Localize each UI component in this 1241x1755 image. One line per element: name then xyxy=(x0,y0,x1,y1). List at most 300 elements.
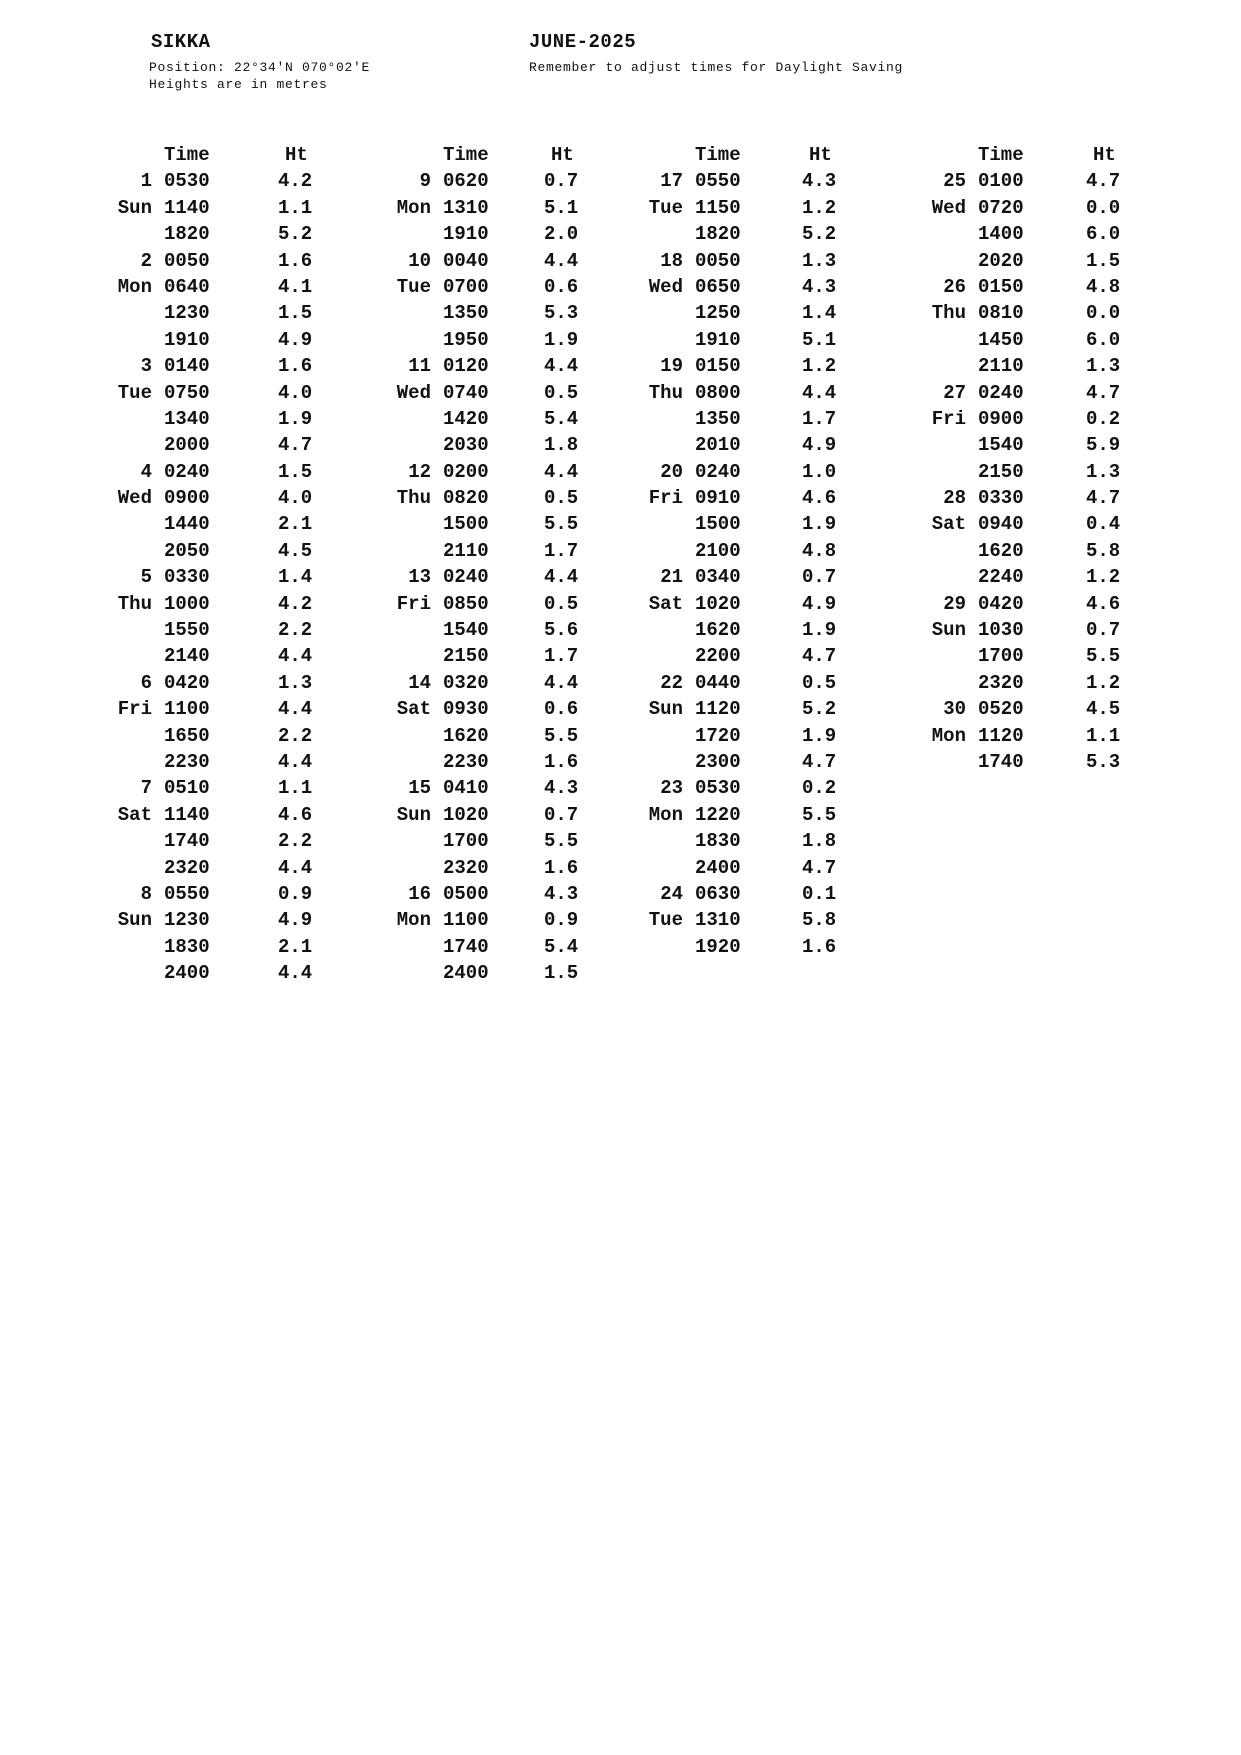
tide-time: 1100 xyxy=(164,698,210,721)
tide-height: 1.3 xyxy=(1086,355,1121,378)
tide-height: 1.8 xyxy=(802,830,837,853)
tide-height: 6.0 xyxy=(1086,328,1121,351)
tide-time: 0200 xyxy=(443,460,489,483)
tide-time: 0630 xyxy=(695,882,741,905)
tide-height: 5.2 xyxy=(802,223,837,246)
tide-height: 5.5 xyxy=(544,513,579,536)
tide-height: 4.4 xyxy=(278,698,313,721)
tide-time: 0650 xyxy=(695,275,741,298)
tide-time: 1450 xyxy=(978,328,1024,351)
tide-time: 0900 xyxy=(978,407,1024,430)
tide-height: 5.8 xyxy=(1086,539,1121,562)
tide-time: 1620 xyxy=(443,724,489,747)
tide-height: 4.1 xyxy=(278,275,313,298)
daylight-saving-note: Remember to adjust times for Daylight Saving xyxy=(529,60,904,75)
tide-height: 1.6 xyxy=(544,750,579,773)
tide-time: 1820 xyxy=(695,223,741,246)
tide-time: 1400 xyxy=(978,223,1024,246)
tide-time: 0040 xyxy=(443,249,489,272)
tide-height: 5.5 xyxy=(544,724,579,747)
tide-height: 2.2 xyxy=(278,830,313,853)
tide-time: 1250 xyxy=(695,302,741,325)
tide-time: 2230 xyxy=(443,750,489,773)
day-number: 2 xyxy=(140,249,152,272)
tide-height: 4.3 xyxy=(544,882,579,905)
day-of-week: Tue xyxy=(648,909,683,932)
tide-time: 1700 xyxy=(978,645,1024,668)
tide-time: 0820 xyxy=(443,487,489,510)
tide-height: 0.2 xyxy=(802,777,837,800)
tide-time: 0930 xyxy=(443,698,489,721)
tide-time: 1140 xyxy=(164,196,210,219)
day-of-week: Sun xyxy=(396,803,431,826)
tide-time: 2150 xyxy=(978,460,1024,483)
tide-height: 4.0 xyxy=(278,381,313,404)
tide-height: 1.4 xyxy=(278,566,313,589)
tide-time: 1910 xyxy=(164,328,210,351)
tide-height: 4.4 xyxy=(278,856,313,879)
day-number: 7 xyxy=(140,777,152,800)
day-number: 9 xyxy=(419,170,431,193)
tide-height: 4.7 xyxy=(1086,170,1121,193)
height-column-header: Ht xyxy=(809,144,832,166)
tide-height: 4.9 xyxy=(802,592,837,615)
tide-time: 2300 xyxy=(695,750,741,773)
tide-time: 0520 xyxy=(978,698,1024,721)
tide-height: 1.1 xyxy=(1086,724,1121,747)
day-of-week: Sun xyxy=(117,196,152,219)
tide-height: 5.4 xyxy=(544,407,579,430)
tide-height: 0.7 xyxy=(544,170,579,193)
tide-time: 0900 xyxy=(164,487,210,510)
tide-height: 4.4 xyxy=(544,460,579,483)
day-number: 14 xyxy=(408,671,431,694)
tide-height: 4.9 xyxy=(278,328,313,351)
tide-time: 2400 xyxy=(443,962,489,985)
tide-time: 0550 xyxy=(695,170,741,193)
tide-height: 0.6 xyxy=(544,698,579,721)
day-number: 15 xyxy=(408,777,431,800)
day-number: 17 xyxy=(660,170,683,193)
tide-height: 4.3 xyxy=(544,777,579,800)
tide-height: 0.5 xyxy=(802,671,837,694)
tide-height: 1.5 xyxy=(1086,249,1121,272)
tide-height: 5.4 xyxy=(544,935,579,958)
tide-time: 0320 xyxy=(443,671,489,694)
day-number: 20 xyxy=(660,460,683,483)
tide-height: 6.0 xyxy=(1086,223,1121,246)
tide-time: 2050 xyxy=(164,539,210,562)
tide-height: 1.5 xyxy=(278,302,313,325)
day-number: 26 xyxy=(943,275,966,298)
tide-height: 5.1 xyxy=(544,196,579,219)
tide-height: 5.5 xyxy=(802,803,837,826)
tide-time: 0240 xyxy=(164,460,210,483)
day-number: 5 xyxy=(140,566,152,589)
day-of-week: Tue xyxy=(648,196,683,219)
day-of-week: Mon xyxy=(396,196,431,219)
tide-time: 1620 xyxy=(695,619,741,642)
tide-height: 1.5 xyxy=(544,962,579,985)
day-of-week: Tue xyxy=(117,381,152,404)
tide-time: 1650 xyxy=(164,724,210,747)
tide-height: 1.3 xyxy=(802,249,837,272)
tide-height: 4.6 xyxy=(1086,592,1121,615)
tide-height: 5.2 xyxy=(278,223,313,246)
tide-height: 1.9 xyxy=(802,513,837,536)
day-number: 28 xyxy=(943,487,966,510)
tide-time: 1500 xyxy=(443,513,489,536)
tide-time: 0410 xyxy=(443,777,489,800)
time-column-header: Time xyxy=(695,144,741,166)
tide-time: 0330 xyxy=(978,487,1024,510)
day-of-week: Mon xyxy=(931,724,966,747)
tide-height: 4.2 xyxy=(278,170,313,193)
tide-time: 1920 xyxy=(695,935,741,958)
tide-time: 2100 xyxy=(695,539,741,562)
tide-height: 4.4 xyxy=(544,566,579,589)
tide-height: 4.5 xyxy=(1086,698,1121,721)
tide-time: 1740 xyxy=(164,830,210,853)
day-of-week: Thu xyxy=(648,381,683,404)
day-of-week: Wed xyxy=(117,487,152,510)
tide-time: 0740 xyxy=(443,381,489,404)
tide-time: 0140 xyxy=(164,355,210,378)
tide-time: 0850 xyxy=(443,592,489,615)
tide-height: 1.2 xyxy=(802,355,837,378)
tide-height: 2.2 xyxy=(278,724,313,747)
day-of-week: Fri xyxy=(648,487,683,510)
day-of-week: Thu xyxy=(931,302,966,325)
day-number: 23 xyxy=(660,777,683,800)
day-of-week: Sat xyxy=(931,513,966,536)
station-name: SIKKA xyxy=(151,31,211,53)
time-column-header: Time xyxy=(164,144,210,166)
tide-time: 1220 xyxy=(695,803,741,826)
tide-time: 0150 xyxy=(695,355,741,378)
tide-time: 2240 xyxy=(978,566,1024,589)
tide-time: 0620 xyxy=(443,170,489,193)
tide-height: 4.6 xyxy=(802,487,837,510)
tide-time: 0440 xyxy=(695,671,741,694)
tide-time: 0240 xyxy=(443,566,489,589)
height-units-note: Heights are in metres xyxy=(149,77,328,92)
day-of-week: Sat xyxy=(117,803,152,826)
tide-time: 2110 xyxy=(978,355,1024,378)
tide-height: 2.2 xyxy=(278,619,313,642)
tide-time: 2400 xyxy=(164,962,210,985)
day-of-week: Wed xyxy=(648,275,683,298)
day-number: 16 xyxy=(408,882,431,905)
tide-time: 1500 xyxy=(695,513,741,536)
tide-time: 0510 xyxy=(164,777,210,800)
tide-height: 4.7 xyxy=(1086,381,1121,404)
tide-time: 1140 xyxy=(164,803,210,826)
tide-time: 0100 xyxy=(978,170,1024,193)
tide-height: 4.3 xyxy=(802,275,837,298)
tide-time: 2320 xyxy=(443,856,489,879)
month-title: JUNE-2025 xyxy=(529,31,637,53)
tide-time: 0940 xyxy=(978,513,1024,536)
tide-height: 0.9 xyxy=(278,882,313,905)
tide-time: 2020 xyxy=(978,249,1024,272)
tide-time: 2230 xyxy=(164,750,210,773)
day-of-week: Thu xyxy=(396,487,431,510)
day-number: 11 xyxy=(408,355,431,378)
tide-time: 0640 xyxy=(164,275,210,298)
tide-time: 1000 xyxy=(164,592,210,615)
day-of-week: Mon xyxy=(648,803,683,826)
tide-height: 4.3 xyxy=(802,170,837,193)
tide-height: 0.7 xyxy=(802,566,837,589)
tide-time: 0810 xyxy=(978,302,1024,325)
tide-height: 1.9 xyxy=(544,328,579,351)
tide-time: 2150 xyxy=(443,645,489,668)
tide-time: 1310 xyxy=(443,196,489,219)
day-of-week: Sun xyxy=(117,909,152,932)
tide-height: 1.7 xyxy=(544,539,579,562)
tide-height: 1.8 xyxy=(544,434,579,457)
day-number: 4 xyxy=(140,460,152,483)
tide-time: 2110 xyxy=(443,539,489,562)
tide-time: 0420 xyxy=(978,592,1024,615)
height-column-header: Ht xyxy=(551,144,574,166)
tide-time: 1350 xyxy=(443,302,489,325)
tide-height: 1.9 xyxy=(802,619,837,642)
tide-time: 1030 xyxy=(978,619,1024,642)
tide-height: 1.3 xyxy=(1086,460,1121,483)
tide-height: 2.1 xyxy=(278,935,313,958)
tide-time: 0530 xyxy=(164,170,210,193)
tide-time: 1310 xyxy=(695,909,741,932)
tide-time: 1120 xyxy=(695,698,741,721)
day-of-week: Mon xyxy=(117,275,152,298)
tide-height: 1.2 xyxy=(1086,566,1121,589)
time-column-header: Time xyxy=(978,144,1024,166)
tide-time: 1740 xyxy=(978,750,1024,773)
tide-height: 4.6 xyxy=(278,803,313,826)
day-number: 24 xyxy=(660,882,683,905)
tide-time: 1830 xyxy=(695,830,741,853)
tide-height: 1.6 xyxy=(278,249,313,272)
day-number: 8 xyxy=(140,882,152,905)
tide-height: 5.1 xyxy=(802,328,837,351)
tide-time: 0240 xyxy=(695,460,741,483)
time-column-header: Time xyxy=(443,144,489,166)
tide-time: 1120 xyxy=(978,724,1024,747)
tide-height: 0.7 xyxy=(544,803,579,826)
tide-time: 1820 xyxy=(164,223,210,246)
tide-height: 5.2 xyxy=(802,698,837,721)
day-number: 6 xyxy=(140,671,152,694)
tide-time: 2200 xyxy=(695,645,741,668)
day-of-week: Sat xyxy=(648,592,683,615)
tide-time: 1350 xyxy=(695,407,741,430)
tide-time: 0050 xyxy=(164,249,210,272)
tide-time: 0500 xyxy=(443,882,489,905)
tide-time: 0720 xyxy=(978,196,1024,219)
tide-time: 2140 xyxy=(164,645,210,668)
day-number: 29 xyxy=(943,592,966,615)
tide-time: 2000 xyxy=(164,434,210,457)
tide-height: 1.7 xyxy=(544,645,579,668)
tide-time: 1230 xyxy=(164,909,210,932)
day-number: 18 xyxy=(660,249,683,272)
tide-height: 1.9 xyxy=(802,724,837,747)
tide-height: 5.3 xyxy=(1086,750,1121,773)
tide-time: 0550 xyxy=(164,882,210,905)
day-number: 3 xyxy=(140,355,152,378)
tide-height: 0.0 xyxy=(1086,196,1121,219)
tide-time: 0330 xyxy=(164,566,210,589)
tide-time: 0420 xyxy=(164,671,210,694)
tide-height: 5.5 xyxy=(544,830,579,853)
tide-time: 1540 xyxy=(443,619,489,642)
tide-height: 0.0 xyxy=(1086,302,1121,325)
tide-time: 0910 xyxy=(695,487,741,510)
day-number: 19 xyxy=(660,355,683,378)
tide-height: 4.4 xyxy=(278,962,313,985)
tide-height: 1.6 xyxy=(544,856,579,879)
day-of-week: Wed xyxy=(931,196,966,219)
tide-height: 5.8 xyxy=(802,909,837,932)
tide-height: 4.9 xyxy=(802,434,837,457)
tide-height: 0.5 xyxy=(544,381,579,404)
tide-time: 0700 xyxy=(443,275,489,298)
tide-height: 4.8 xyxy=(802,539,837,562)
tide-height: 5.3 xyxy=(544,302,579,325)
day-number: 22 xyxy=(660,671,683,694)
tide-time: 1540 xyxy=(978,434,1024,457)
tide-height: 4.7 xyxy=(802,645,837,668)
tide-time: 1440 xyxy=(164,513,210,536)
day-number: 27 xyxy=(943,381,966,404)
day-number: 21 xyxy=(660,566,683,589)
tide-height: 4.7 xyxy=(802,856,837,879)
tide-height: 1.7 xyxy=(802,407,837,430)
day-number: 30 xyxy=(943,698,966,721)
height-column-header: Ht xyxy=(285,144,308,166)
tide-time: 0340 xyxy=(695,566,741,589)
tide-time: 0150 xyxy=(978,275,1024,298)
tide-time: 2320 xyxy=(164,856,210,879)
tide-height: 1.5 xyxy=(278,460,313,483)
day-of-week: Sun xyxy=(931,619,966,642)
tide-time: 1720 xyxy=(695,724,741,747)
tide-time: 2400 xyxy=(695,856,741,879)
tide-height: 1.1 xyxy=(278,196,313,219)
tide-height: 2.1 xyxy=(278,513,313,536)
tide-height: 4.4 xyxy=(544,249,579,272)
station-position: Position: 22°34'N 070°02'E xyxy=(149,60,371,75)
tide-time: 0240 xyxy=(978,381,1024,404)
tide-height: 4.9 xyxy=(278,909,313,932)
day-of-week: Thu xyxy=(117,592,152,615)
day-number: 1 xyxy=(140,170,152,193)
tide-time: 1620 xyxy=(978,539,1024,562)
day-of-week: Mon xyxy=(396,909,431,932)
tide-height: 1.1 xyxy=(278,777,313,800)
tide-time: 1910 xyxy=(443,223,489,246)
tide-height: 4.0 xyxy=(278,487,313,510)
tide-height: 2.0 xyxy=(544,223,579,246)
tide-height: 1.6 xyxy=(278,355,313,378)
tide-time: 1150 xyxy=(695,196,741,219)
tide-height: 4.8 xyxy=(1086,275,1121,298)
tide-time: 1230 xyxy=(164,302,210,325)
tide-height: 4.4 xyxy=(802,381,837,404)
tide-height: 1.3 xyxy=(278,671,313,694)
tide-time: 0800 xyxy=(695,381,741,404)
tide-time: 2010 xyxy=(695,434,741,457)
day-of-week: Fri xyxy=(931,407,966,430)
tide-height: 4.7 xyxy=(1086,487,1121,510)
tide-height: 0.5 xyxy=(544,592,579,615)
tide-height: 0.4 xyxy=(1086,513,1121,536)
tide-time: 1420 xyxy=(443,407,489,430)
tide-height: 1.2 xyxy=(1086,671,1121,694)
tide-time: 2030 xyxy=(443,434,489,457)
tide-time: 1550 xyxy=(164,619,210,642)
day-of-week: Sun xyxy=(648,698,683,721)
tide-time: 1700 xyxy=(443,830,489,853)
day-number: 13 xyxy=(408,566,431,589)
tide-height: 4.7 xyxy=(278,434,313,457)
tide-height: 0.5 xyxy=(544,487,579,510)
tide-height: 4.5 xyxy=(278,539,313,562)
tide-time: 1020 xyxy=(695,592,741,615)
tide-time: 0750 xyxy=(164,381,210,404)
day-number: 10 xyxy=(408,249,431,272)
tide-height: 5.5 xyxy=(1086,645,1121,668)
tide-height: 5.6 xyxy=(544,619,579,642)
tide-height: 0.2 xyxy=(1086,407,1121,430)
day-of-week: Fri xyxy=(117,698,152,721)
tide-height: 1.4 xyxy=(802,302,837,325)
tide-height: 0.1 xyxy=(802,882,837,905)
tide-time: 1910 xyxy=(695,328,741,351)
tide-height: 0.6 xyxy=(544,275,579,298)
tide-height: 1.9 xyxy=(278,407,313,430)
day-of-week: Tue xyxy=(396,275,431,298)
tide-height: 4.4 xyxy=(278,645,313,668)
tide-height: 0.9 xyxy=(544,909,579,932)
tide-time: 1830 xyxy=(164,935,210,958)
tide-time: 0530 xyxy=(695,777,741,800)
tide-time: 1950 xyxy=(443,328,489,351)
tide-height: 1.2 xyxy=(802,196,837,219)
tide-time: 0120 xyxy=(443,355,489,378)
tide-height: 4.4 xyxy=(544,355,579,378)
day-number: 25 xyxy=(943,170,966,193)
tide-time: 2320 xyxy=(978,671,1024,694)
tide-time: 0050 xyxy=(695,249,741,272)
tide-time: 1740 xyxy=(443,935,489,958)
tide-height: 1.0 xyxy=(802,460,837,483)
tide-height: 5.9 xyxy=(1086,434,1121,457)
tide-height: 4.2 xyxy=(278,592,313,615)
tide-height: 1.6 xyxy=(802,935,837,958)
day-of-week: Sat xyxy=(396,698,431,721)
tide-height: 4.4 xyxy=(278,750,313,773)
day-number: 12 xyxy=(408,460,431,483)
day-of-week: Fri xyxy=(396,592,431,615)
tide-time: 1020 xyxy=(443,803,489,826)
tide-height: 4.4 xyxy=(544,671,579,694)
tide-time: 1340 xyxy=(164,407,210,430)
tide-height: 0.7 xyxy=(1086,619,1121,642)
day-of-week: Wed xyxy=(396,381,431,404)
